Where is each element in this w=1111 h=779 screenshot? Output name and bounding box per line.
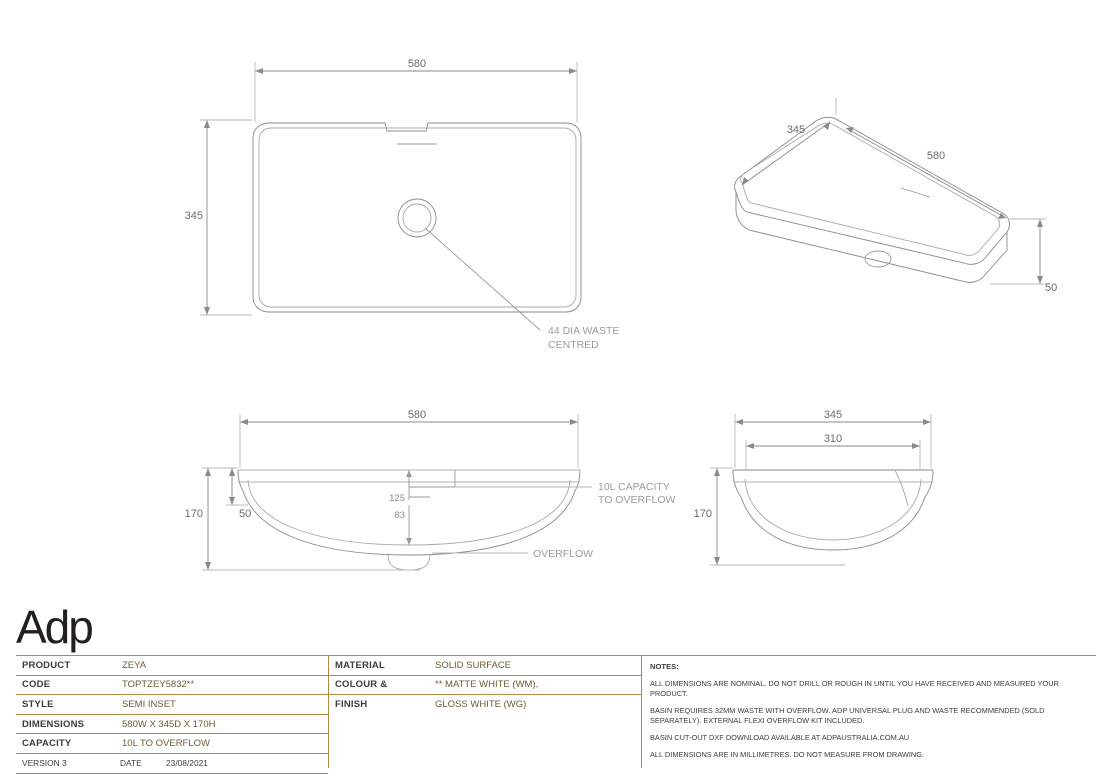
- front-dim83-text: 83: [394, 510, 405, 521]
- plan-width-dim-text: 580: [407, 58, 427, 70]
- table-row-empty: [329, 734, 641, 754]
- waste-note-line1: 44 DIA WASTE: [548, 325, 620, 337]
- spec-value: TOPTZEY5832**: [122, 679, 195, 691]
- spec-value: 580W X 345D X 170H: [122, 718, 216, 730]
- version-row: [16, 754, 328, 774]
- notes-column: [642, 656, 1096, 768]
- iso-width-dim-text: 580: [926, 150, 946, 162]
- side-inner-profile: [745, 479, 921, 540]
- iso-depth-dim-text: 345: [786, 124, 806, 136]
- spec-key: COLOUR &: [335, 679, 388, 691]
- date-value: 23/08/2021: [166, 758, 208, 769]
- version-label: VERSION 3: [22, 758, 67, 769]
- plan-inner-rim: [259, 128, 576, 307]
- front-rim-dim-text: 50: [239, 508, 252, 520]
- spec-value: ** MATTE WHITE (WM),: [435, 679, 539, 691]
- front-waste-boss: [388, 555, 430, 570]
- plan-waste-outer: [398, 199, 436, 237]
- side-outer-dim-text: 345: [823, 409, 843, 421]
- spec-table: [16, 655, 1096, 768]
- table-row: [329, 695, 641, 715]
- spec-key: FINISH: [335, 698, 368, 710]
- note-item: ALL DIMENSIONS ARE IN MILLIMETRES. DO NOT MEASURE FROM DRAWING.: [650, 750, 925, 760]
- waste-leader-line: [425, 228, 540, 330]
- capacity-note-line2: TO OVERFLOW: [598, 494, 676, 506]
- table-row: [329, 656, 641, 676]
- table-row: [16, 656, 328, 676]
- side-inner-dim-text: 310: [823, 433, 843, 445]
- table-row: [16, 715, 328, 735]
- plan-depth-dim-text: 345: [184, 210, 203, 222]
- front-overflow-channel: [409, 470, 455, 487]
- spec-value: GLOSS WHITE (WG): [435, 698, 527, 710]
- front-width-dim-text: 580: [407, 409, 427, 421]
- date-label: DATE: [120, 758, 142, 769]
- spec-value: SEMI INSET: [122, 698, 176, 710]
- spec-value: 10L TO OVERFLOW: [122, 738, 210, 750]
- table-row: [16, 676, 328, 696]
- note-item: ALL DIMENSIONS ARE NOMINAL. DO NOT DRILL OR ROUGH IN UNTIL YOU HAVE RECEIVED AND MEASURED YOUR PRODUCT.: [650, 679, 1059, 699]
- iso-top-face: [735, 117, 1010, 264]
- front-height-dim-text: 170: [184, 508, 203, 520]
- spec-value: SOLID SURFACE: [435, 659, 512, 671]
- plan-outline: [253, 123, 581, 312]
- plan-waste-inner: [403, 204, 431, 232]
- spec-key: PRODUCT: [22, 659, 71, 671]
- spec-value: ZEYA: [122, 659, 147, 671]
- notes-title: NOTES:: [650, 662, 679, 671]
- capacity-note-line1: 10L CAPACITY: [598, 481, 670, 493]
- table-row: [329, 676, 641, 696]
- spec-key: CAPACITY: [22, 738, 72, 750]
- iso-height-dim-text: 50: [1045, 282, 1058, 294]
- table-row: [16, 734, 328, 754]
- spec-table-middle-column: [329, 656, 642, 768]
- note-item: BASIN CUT-OUT DXF DOWNLOAD AVAILABLE AT ADPAUSTRALIA.COM.AU: [650, 733, 910, 743]
- iso-overflow-slot: [901, 188, 930, 197]
- spec-key: STYLE: [22, 698, 54, 710]
- spec-table-left-column: [16, 656, 329, 768]
- spec-key: DIMENSIONS: [22, 718, 85, 730]
- table-row-empty: [329, 715, 641, 735]
- front-dim125-text: 125: [389, 493, 405, 504]
- iso-width-dim-line: [846, 128, 1006, 218]
- iso-side-face: [736, 192, 1007, 282]
- table-row: [16, 695, 328, 715]
- spec-key: MATERIAL: [335, 659, 385, 671]
- adp-logo: Adp: [16, 601, 92, 653]
- side-overflow-wall: [895, 470, 908, 506]
- table-row-empty: [329, 754, 641, 774]
- spec-key: CODE: [22, 679, 51, 691]
- note-item: BASIN REQUIRES 32MM WASTE WITH OVERFLOW. ADP UNIVERSAL PLUG AND WASTE RECOMMENDED (SOLD SEPARATELY). EXTERNAL FLEXI OVERFLOW KIT INCLUDED.: [650, 706, 1045, 726]
- waste-note-line2: CENTRED: [548, 339, 599, 351]
- overflow-label: OVERFLOW: [533, 548, 594, 560]
- side-height-dim-text: 170: [693, 508, 712, 520]
